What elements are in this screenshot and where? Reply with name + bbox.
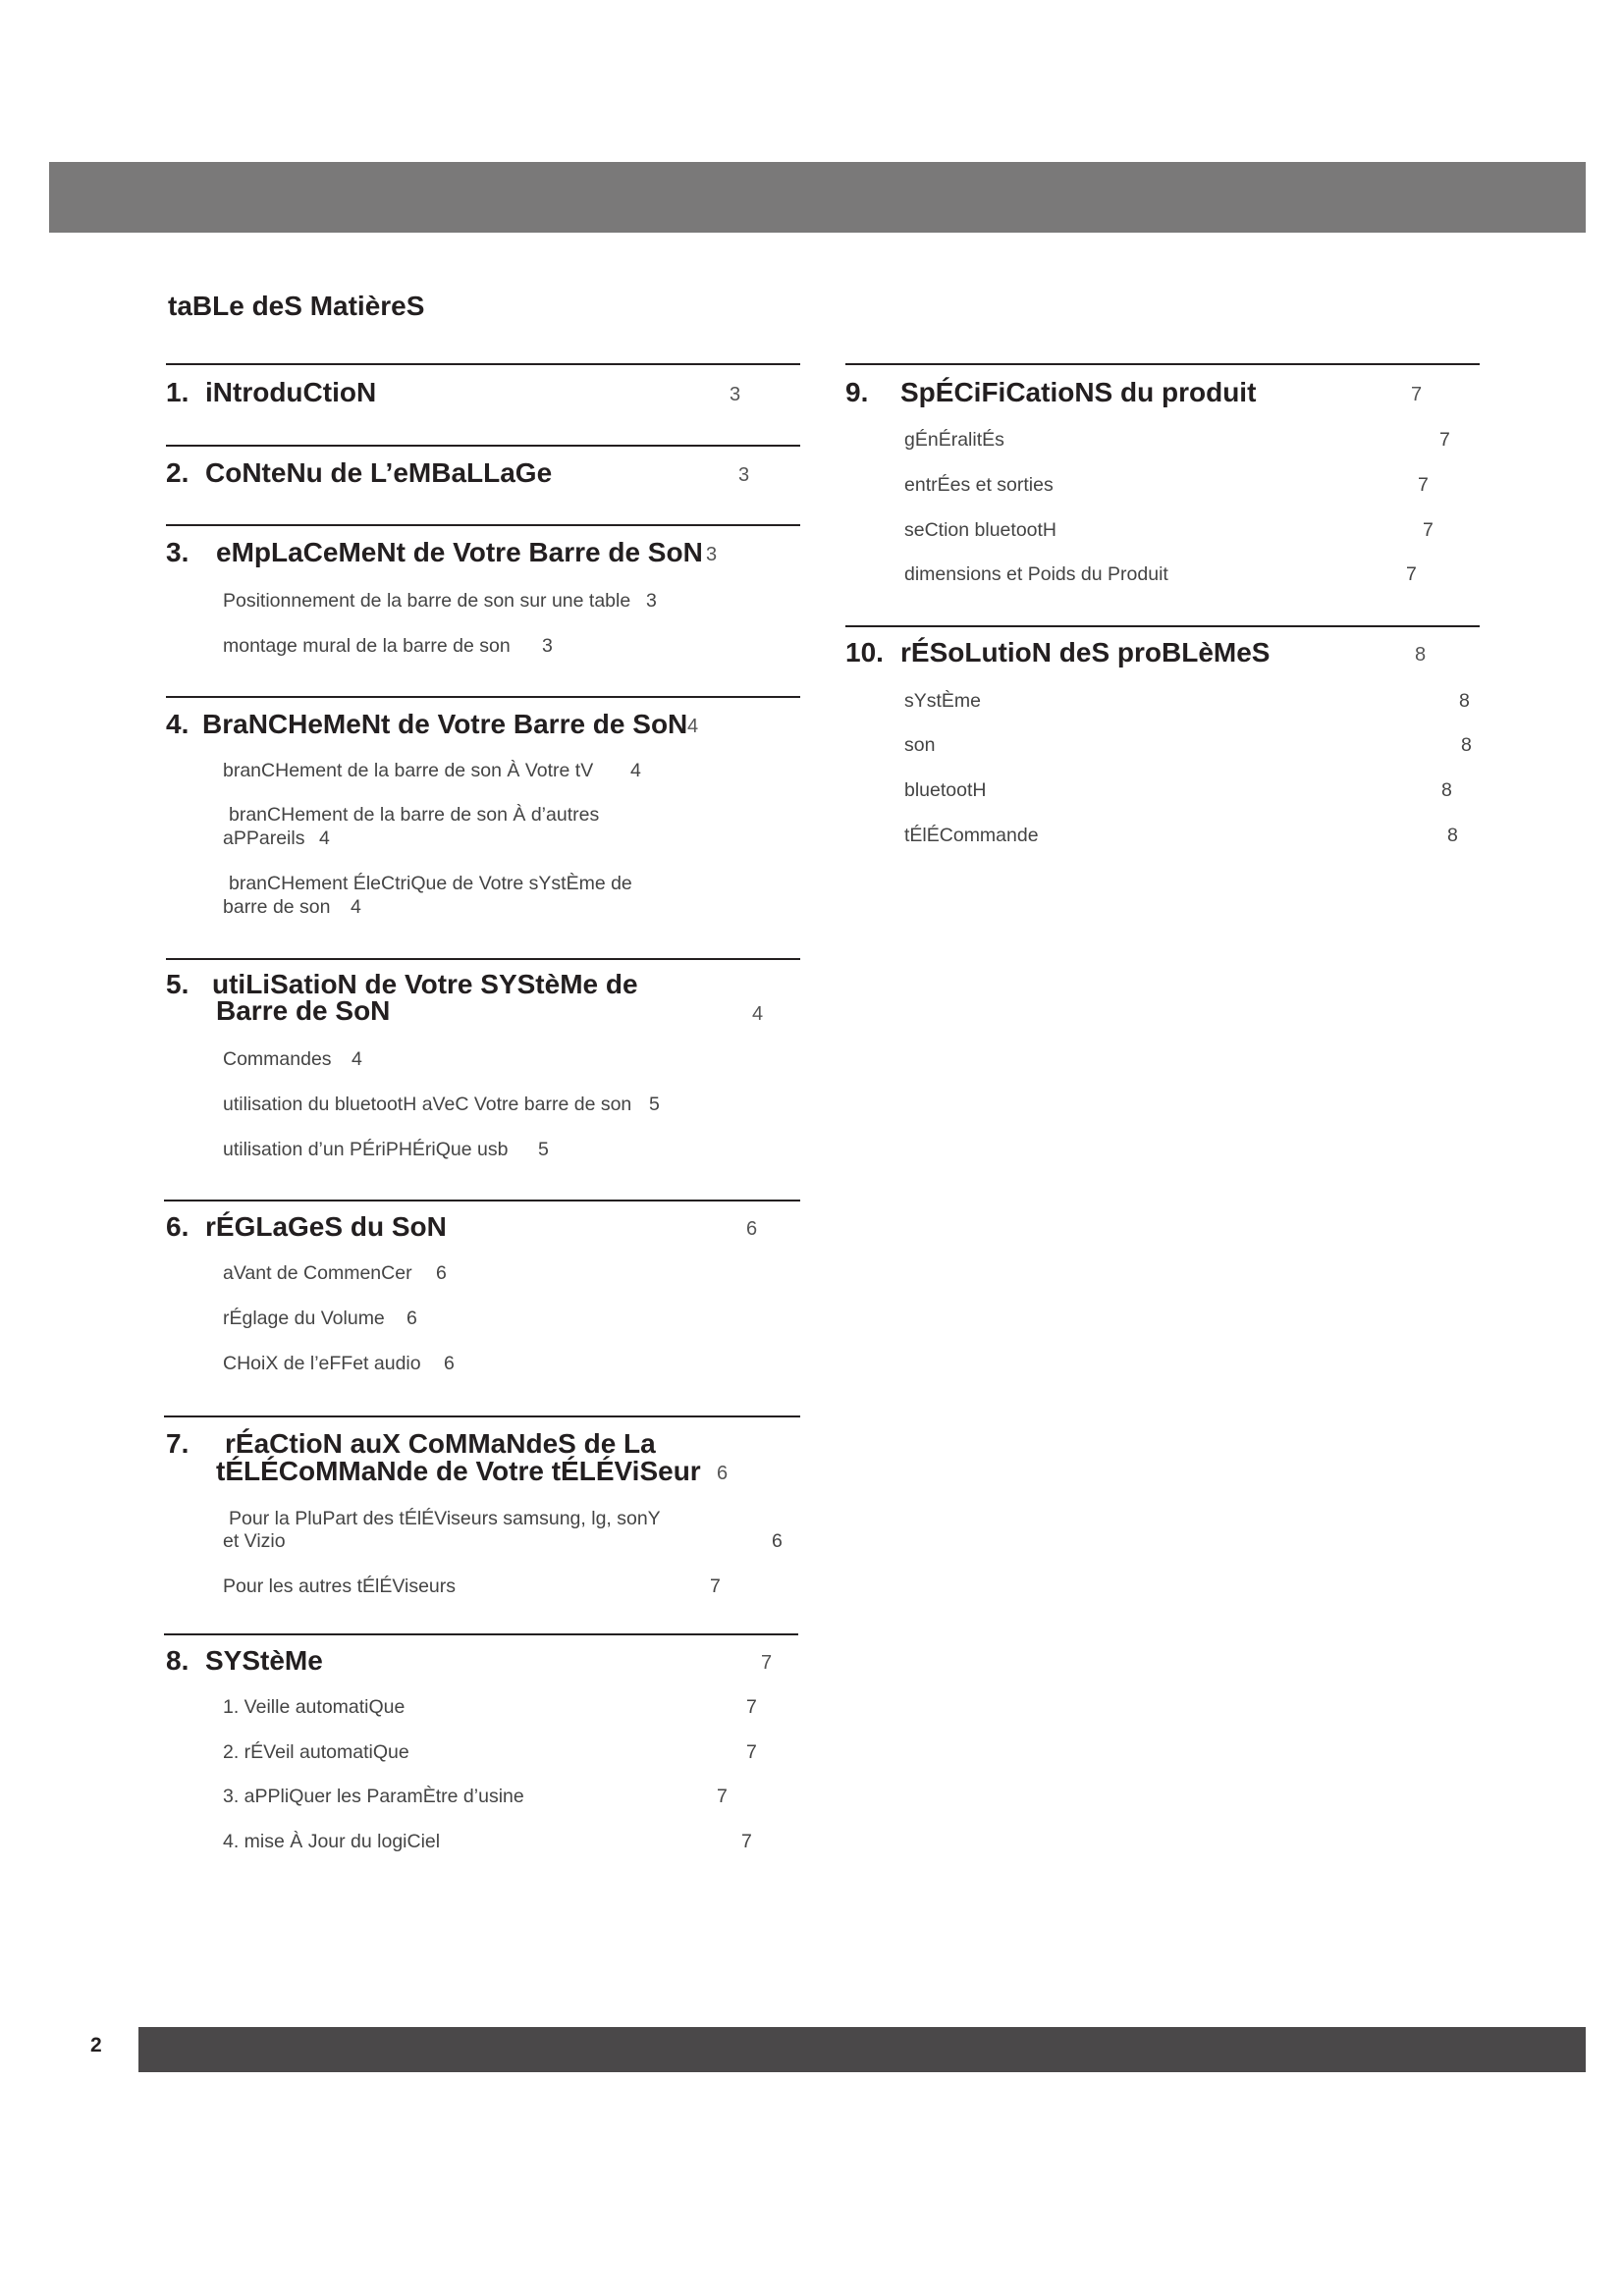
subsection-text[interactable]: Commandes <box>223 1048 332 1070</box>
section-page: 3 <box>706 544 718 565</box>
footer-band <box>138 2027 1586 2072</box>
section-page: 4 <box>752 1003 764 1025</box>
subsection-text[interactable]: branCHement de la barre de son À d’autres <box>229 804 600 826</box>
subsection-page: 3 <box>646 590 657 612</box>
subsection-page: 8 <box>1441 779 1452 801</box>
subsection-text-continued[interactable]: et Vizio <box>223 1530 286 1552</box>
subsection-page: 7 <box>741 1831 752 1852</box>
section-rule <box>166 445 800 447</box>
subsection-text[interactable]: 1. Veille automatiQue <box>223 1696 406 1718</box>
section-page: 7 <box>1411 384 1423 405</box>
subsection-page: 6 <box>444 1353 455 1374</box>
subsection-text[interactable]: dimensions et Poids du Produit <box>904 563 1168 585</box>
section-title[interactable]: CoNteNu de L’eMBaLLaGe <box>205 457 553 488</box>
section-number: 8. <box>166 1645 189 1676</box>
toc-title: taBLe deS MatièreS <box>168 291 425 321</box>
subsection-text[interactable]: entrÉes et sorties <box>904 474 1054 496</box>
section-title-continued[interactable]: tÉLÉCoMMaNde de Votre tÉLÉViSeur <box>216 1456 701 1486</box>
subsection-page: 4 <box>319 828 330 849</box>
section-number: 4. <box>166 709 189 739</box>
section-title[interactable]: BraNCHeMeNt de Votre Barre de SoN <box>202 709 688 739</box>
subsection-page: 7 <box>1406 563 1417 585</box>
subsection-text[interactable]: utilisation du bluetootH aVeC Votre barre de son <box>223 1094 632 1115</box>
subsection-text[interactable]: son <box>904 734 936 756</box>
section-page: 8 <box>1415 644 1427 666</box>
subsection-page: 4 <box>351 896 361 918</box>
section-title[interactable]: rÉGLaGeS du SoN <box>205 1211 447 1242</box>
section-title-continued[interactable]: Barre de SoN <box>216 995 391 1026</box>
subsection-text[interactable]: tÉlÉCommande <box>904 825 1039 846</box>
subsection-page: 7 <box>717 1786 728 1807</box>
subsection-text[interactable]: bluetootH <box>904 779 987 801</box>
subsection-page: 7 <box>746 1741 757 1763</box>
section-rule <box>164 1200 800 1201</box>
subsection-text[interactable]: montage mural de la barre de son <box>223 635 511 657</box>
section-title[interactable]: rÉaCtioN auX CoMMaNdeS de La <box>225 1428 656 1459</box>
subsection-page: 7 <box>710 1575 721 1597</box>
subsection-page: 6 <box>406 1308 417 1329</box>
section-number: 9. <box>845 377 869 407</box>
section-rule <box>845 363 1480 365</box>
subsection-text[interactable]: branCHement ÉleCtriQue de Votre sYstÈme de <box>229 873 632 894</box>
subsection-page: 5 <box>538 1139 549 1160</box>
subsection-text[interactable]: rÉglage du Volume <box>223 1308 385 1329</box>
section-page: 6 <box>746 1218 758 1240</box>
section-title[interactable]: eMpLaCeMeNt de Votre Barre de SoN <box>216 537 703 567</box>
subsection-page: 6 <box>436 1262 447 1284</box>
section-title[interactable]: iNtroduCtioN <box>205 377 377 407</box>
section-title[interactable]: SYStèMe <box>205 1645 323 1676</box>
subsection-page: 6 <box>772 1530 783 1552</box>
section-page: 6 <box>717 1463 729 1484</box>
section-page: 3 <box>730 384 741 405</box>
section-rule <box>166 696 800 698</box>
subsection-page: 7 <box>746 1696 757 1718</box>
subsection-page: 8 <box>1459 690 1470 712</box>
subsection-text[interactable]: CHoiX de l’eFFet audio <box>223 1353 421 1374</box>
subsection-page: 8 <box>1461 734 1472 756</box>
subsection-page: 8 <box>1447 825 1458 846</box>
subsection-page: 4 <box>630 760 641 781</box>
section-page: 7 <box>761 1652 773 1674</box>
section-page: 4 <box>687 716 699 737</box>
section-number: 1. <box>166 377 189 407</box>
subsection-text[interactable]: 4. mise À Jour du logiCiel <box>223 1831 441 1852</box>
section-rule <box>166 363 800 365</box>
subsection-text[interactable]: 2. rÉVeil automatiQue <box>223 1741 409 1763</box>
subsection-text[interactable]: branCHement de la barre de son À Votre tV <box>223 760 594 781</box>
page-number: 2 <box>90 2034 102 2056</box>
section-number: 10. <box>845 637 884 667</box>
header-band <box>49 162 1586 233</box>
section-number: 3. <box>166 537 189 567</box>
section-title[interactable]: rÉSoLutioN deS proBLèMeS <box>900 637 1271 667</box>
subsection-text[interactable]: seCtion bluetootH <box>904 519 1057 541</box>
subsection-page: 7 <box>1439 429 1450 451</box>
subsection-text[interactable]: gÉnÉralitÉs <box>904 429 1004 451</box>
section-title[interactable]: utiLiSatioN de Votre SYStèMe de <box>212 969 638 999</box>
section-number: 5. <box>166 969 189 999</box>
subsection-page: 5 <box>649 1094 660 1115</box>
section-title[interactable]: SpÉCiFiCatioNS du produit <box>900 377 1257 407</box>
section-number: 6. <box>166 1211 189 1242</box>
section-rule <box>845 625 1480 627</box>
section-page: 3 <box>738 464 750 486</box>
subsection-text[interactable]: utilisation d’un PÉriPHÉriQue usb <box>223 1139 509 1160</box>
section-number: 2. <box>166 457 189 488</box>
subsection-text[interactable]: sYstÈme <box>904 690 982 712</box>
subsection-page: 4 <box>352 1048 362 1070</box>
section-rule <box>164 1633 798 1635</box>
section-rule <box>166 524 800 526</box>
subsection-text[interactable]: aVant de CommenCer <box>223 1262 412 1284</box>
subsection-text-continued[interactable]: aPPareils <box>223 828 305 849</box>
subsection-page: 7 <box>1423 519 1434 541</box>
subsection-text[interactable]: Positionnement de la barre de son sur une table <box>223 590 631 612</box>
subsection-text[interactable]: Pour les autres tÉlÉViseurs <box>223 1575 456 1597</box>
section-rule <box>166 958 800 960</box>
section-number: 7. <box>166 1428 189 1459</box>
subsection-text[interactable]: 3. aPPliQuer les ParamÈtre d’usine <box>223 1786 524 1807</box>
subsection-text[interactable]: Pour la PluPart des tÉlÉViseurs samsung, lg, sonY <box>229 1508 661 1529</box>
subsection-page: 7 <box>1418 474 1429 496</box>
subsection-text-continued[interactable]: barre de son <box>223 896 331 918</box>
section-rule <box>164 1415 800 1417</box>
subsection-page: 3 <box>542 635 553 657</box>
